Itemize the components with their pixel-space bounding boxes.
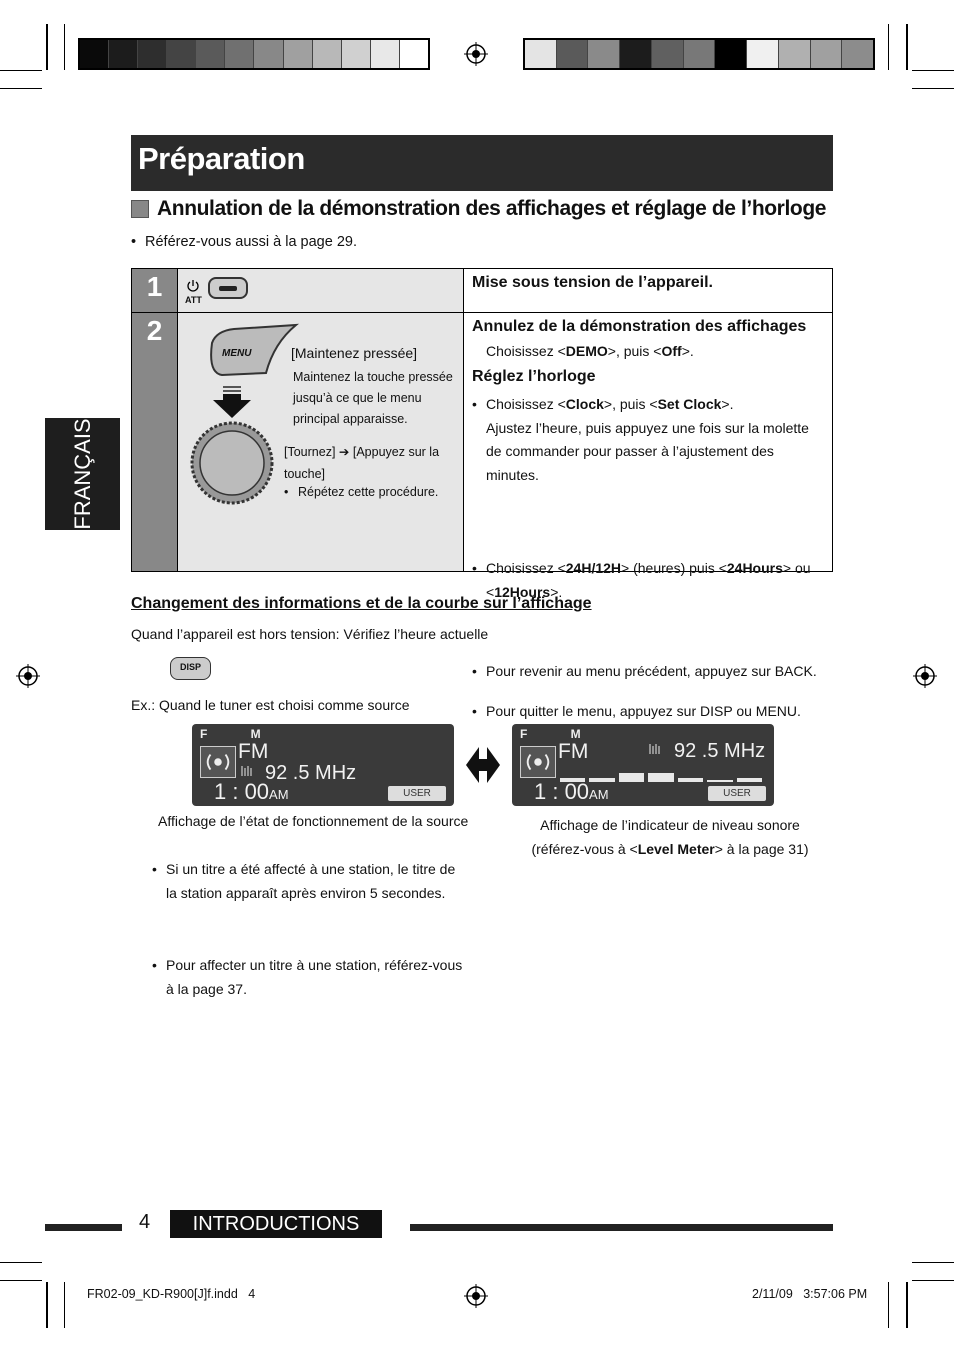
language-tab <box>45 418 120 530</box>
color-swatch <box>811 40 843 68</box>
frequency: 92 .5 MHz <box>265 762 357 784</box>
color-swatch <box>138 40 167 68</box>
crop-mark <box>912 88 954 89</box>
crop-mark <box>64 24 65 70</box>
crop-mark <box>912 70 954 71</box>
press-label: [Appuyez sur la touche] <box>284 445 440 481</box>
crop-mark <box>0 70 42 71</box>
user-badge: USER <box>388 786 446 801</box>
text-part: >. <box>550 583 563 600</box>
off-note: Quand l’appareil est hors tension: Vérifiez l’heure actuelle <box>131 626 489 642</box>
example-note: Ex.: Quand le tuner est choisi comme source <box>131 697 410 713</box>
color-swatch <box>620 40 652 68</box>
crop-mark <box>912 1262 954 1263</box>
source-label: FM <box>558 740 589 763</box>
crop-mark <box>46 1282 48 1328</box>
crop-mark <box>46 24 48 70</box>
footer-section-label: INTRODUCTIONS <box>170 1210 382 1238</box>
color-bar-left <box>78 38 430 70</box>
demo-heading: Annulez de la démonstration des affichages <box>472 318 807 335</box>
time-value: 1 : 00 <box>214 779 270 804</box>
demo-instruction <box>486 343 694 359</box>
hold-description: Maintenez la touche pressée jusqu’à ce que le menu principal apparaisse. <box>293 370 453 426</box>
text-part: >. <box>721 396 734 412</box>
language-tab-label: FRANÇAIS <box>70 418 95 530</box>
text-part: > ou < <box>486 560 811 600</box>
clock-time <box>214 779 289 805</box>
ampm: AM <box>269 787 289 802</box>
power-icon <box>186 279 200 293</box>
crop-mark <box>0 1280 42 1281</box>
left-caption-bullet-2: • Pour affecter un titre à une station, référez-vous à la page 37. <box>152 953 470 1001</box>
registration-mark-icon <box>16 664 40 688</box>
text-part: >, puis < <box>607 343 662 359</box>
att-label: ATT <box>185 295 202 305</box>
section-title <box>131 197 826 221</box>
broadcast-icon <box>520 746 556 778</box>
time-value: 1 : 00 <box>534 779 590 804</box>
band-label: F M <box>200 727 281 741</box>
crop-mark <box>0 88 42 89</box>
disp-button[interactable] <box>170 657 211 680</box>
user-badge: USER <box>708 786 766 801</box>
color-swatch <box>80 40 109 68</box>
color-swatch <box>371 40 400 68</box>
crop-mark <box>906 24 908 70</box>
keyword: Level Meter <box>637 841 715 857</box>
menu-button-label: MENU <box>222 348 252 359</box>
color-swatch <box>109 40 138 68</box>
broadcast-icon <box>200 746 236 778</box>
disp-button-label: DISP <box>179 662 201 672</box>
color-swatch <box>167 40 196 68</box>
level-bar <box>648 773 673 782</box>
registration-mark-icon <box>913 664 937 688</box>
turn-label: [Tournez] <box>284 445 336 459</box>
power-button[interactable] <box>208 277 248 299</box>
step-number: 1 <box>146 271 163 302</box>
subsection-title: Changement des informations et de la courbe sur l’affichage <box>131 595 592 612</box>
keyword: 24Hours <box>726 560 783 576</box>
keyword: 24H/12H <box>565 560 622 576</box>
step-illustration-column <box>177 269 464 571</box>
arrow-down-icon <box>213 386 251 420</box>
page-number: 4 <box>139 1211 151 1233</box>
crop-mark <box>906 1282 908 1328</box>
step-number: 2 <box>146 315 163 346</box>
note-quit: • Pour quitter le menu, appuyez sur DISP ou MENU. <box>472 703 840 719</box>
crop-mark <box>0 1262 42 1263</box>
keyword: Clock <box>565 396 604 412</box>
text-part: > (heures) puis < <box>621 560 727 576</box>
left-display-caption: Affichage de l’état de fonctionnement de la source <box>158 813 469 829</box>
see-also-note: • Référez-vous aussi à la page 29. <box>131 231 954 253</box>
square-bullet-icon <box>131 200 149 218</box>
color-swatch <box>747 40 779 68</box>
level-bar <box>737 778 762 782</box>
color-swatch <box>684 40 716 68</box>
ampm: AM <box>589 787 609 802</box>
crop-mark <box>888 1282 889 1328</box>
arrow-right-icon: ➔ <box>338 445 350 459</box>
color-swatch <box>525 40 557 68</box>
text-part: Choisissez < <box>486 560 566 576</box>
footer-timestamp: 2/11/09 3:57:06 PM <box>752 1287 868 1301</box>
toggle-arrow-icon <box>466 745 500 785</box>
text-part: > à la page 31) <box>714 841 809 857</box>
turn-press-instruction <box>284 441 456 485</box>
level-bar <box>678 778 703 782</box>
level-bar <box>619 773 644 782</box>
left-caption-bullet-1: • Si un titre a été affecté à une station, le titre de la station apparaît après environ 5 secondes. <box>152 857 470 905</box>
hold-label: [Maintenez pressée] <box>291 345 418 361</box>
crop-mark <box>64 1282 65 1328</box>
keyword: DEMO <box>565 343 608 359</box>
color-bar-right <box>523 38 875 70</box>
signal-icon <box>648 742 662 756</box>
control-dial[interactable] <box>190 421 274 505</box>
frequency: 92 .5 MHz <box>674 740 766 762</box>
color-swatch <box>779 40 811 68</box>
repeat-note: • Répétez cette procédure. <box>284 485 569 499</box>
color-swatch <box>196 40 225 68</box>
color-swatch <box>342 40 371 68</box>
text-part: Choisissez < <box>486 343 566 359</box>
clock-time <box>534 779 609 805</box>
color-swatch <box>254 40 283 68</box>
page-title: Préparation <box>131 135 833 191</box>
color-swatch <box>652 40 684 68</box>
clock-adjust-description: Ajustez l’heure, puis appuyez une fois sur la molette de commander pour passer à l’ajustement des minutes. <box>486 419 809 483</box>
signal-icon <box>240 764 254 778</box>
step-text-column <box>465 269 833 719</box>
registration-mark-icon <box>464 42 488 66</box>
crop-mark <box>912 1280 954 1281</box>
keyword: Off <box>661 343 682 359</box>
color-swatch <box>284 40 313 68</box>
text-part: Choisissez < <box>486 396 566 412</box>
right-display-caption <box>512 813 828 861</box>
color-swatch <box>313 40 342 68</box>
color-swatch <box>225 40 254 68</box>
keyword: 12Hours <box>494 583 551 600</box>
clock-bullet-1 <box>472 393 827 487</box>
text-part: >. <box>681 343 694 359</box>
step-number-column <box>132 269 177 571</box>
keyword: Set Clock <box>657 396 722 412</box>
color-swatch <box>588 40 620 68</box>
step1-heading: Mise sous tension de l’appareil. <box>472 274 713 291</box>
color-swatch <box>400 40 428 68</box>
footer-filename: FR02-09_KD-R900[J]f.indd 4 <box>87 1287 256 1301</box>
source-label: FM <box>238 740 269 763</box>
caption-line: Affichage de l’indicateur de niveau sonore <box>540 817 800 833</box>
text-part: >, puis < <box>603 396 658 412</box>
display-source-status <box>192 724 454 806</box>
footer-rule-left <box>45 1224 122 1231</box>
display-level-meter <box>512 724 774 806</box>
color-swatch <box>842 40 873 68</box>
level-bar <box>707 780 732 782</box>
note-back: • Pour revenir au menu précédent, appuyez sur BACK. <box>472 663 840 679</box>
clock-heading: Réglez l’horloge <box>472 368 596 385</box>
band-label: F M <box>520 727 601 741</box>
section-title-text: Annulation de la démonstration des affichages et réglage de l’horloge <box>157 197 827 220</box>
color-swatch <box>715 40 747 68</box>
crop-mark <box>888 24 889 70</box>
registration-mark-icon <box>464 1284 488 1308</box>
footer-rule-right <box>410 1224 833 1231</box>
color-swatch <box>557 40 589 68</box>
text-part: (référez-vous à < <box>531 841 638 857</box>
